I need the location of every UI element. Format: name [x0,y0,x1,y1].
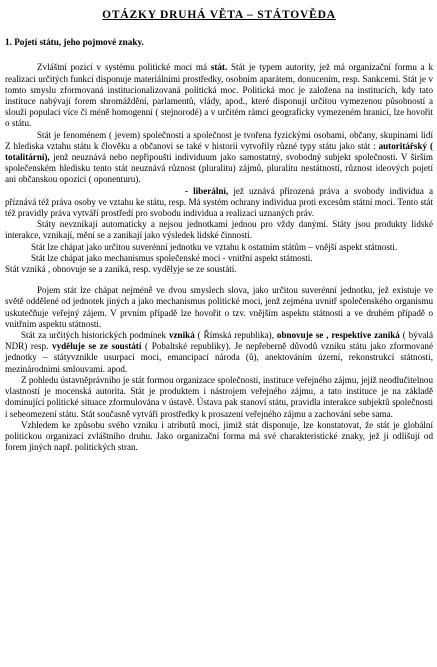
p3-bold-1: - liberální, [185,185,229,196]
p1-text-2: Stát je typem autority, jež má organizační formu a k realizaci určitých funkcí disponuje materiálními prostředky, osobním aparátem, donucením, resp. Sankcemi. Stát je v tomto smyslu zformovaná institucionalizovaná politická moc. Politická moc je založena na institucích, kdy tato instituce nabývají forem shromáždění, parlamentů, vlády, apod., které disponují určitou vymezenou působností a slouží populaci více či méně homogenní ( stejnorodé) a v určitém rámci geograficky vymezeném hranicí, lze hovořit o státu. [5,62,434,129]
p9-text-1: Stát za určitých historických podmínek [21,330,169,341]
p2-bold-1: autoritářský ( totalitární), [5,140,433,163]
section-heading: 1. Pojetí státu, jeho pojmové znaky. [5,37,144,48]
paragraph-9 [5,330,433,375]
paragraph-3 [5,186,433,220]
paragraph-2 [5,130,433,186]
paragraph-4: Státy nevznikají automaticky a nejsou jednotkami jednou pro vždy danými. Státy jsou produkty lidské interakce, vznikají, mění se a zanikají jako výsledek lidské činnosti. [5,219,433,241]
paragraph-10: Z pohledu ústavněprávního je stát formou organizace společnosti, instituce veřejného zájmu, jejíž neodlučitelnou vlastností je mocenská autorita. Stát je produktem i nástrojem veřejného zájmu, a tato instituce je na základě dominující politické situace zformulována v ústavě. Ústava pak stanoví státu, pravidla interakce subjektů společnosti i sebeomezení státu. Stát současně vytváří prostředky k prosazení veřejného zájmu a zachování sebe sama. [5,374,433,419]
spacer [5,275,433,285]
paragraph-7: Stát vzniká , obnovuje se a zaniká, resp. vydělуje se ze soustátí. [5,264,237,275]
p9-text-3: ( bývalá NDR) resp. [5,330,433,352]
page-title: OTÁZKY DRUHÁ VĚTA – STÁTOVĚDA [102,9,336,21]
paragraph-6: Stát lze chápat jako mechanismus společenské moci - vnitřní aspekt státnosti. [31,252,313,263]
p9-bold-2: obnovuje se , respektive zaniká [276,330,400,341]
p9-bold-3: vyděluje se ze soustátí [52,341,142,352]
paragraph-8: Pojem stát lze chápat nejméně ve dvou smyslech slova, jako určitou suverénní jednotku, jež existuje ve světě oddělené od jednotek jiných a jako mechanismus politické moci, jenž zejména uvnitř společenského organismu uskutečňuje veřejný zájem. V prvním případě lze hovořit o tzv. vnějším aspektu státnosti a ve druhém případě o vnitřním aspektu státnosti. [5,285,433,329]
p3-text-1: jež uznává přirozená práva a svobody individua a příznává též práva osoby ve vztahu ke státu, resp. Má systém ochrany individua proti excesům státní moci. Tento stát též pravidly práva vytváří prostředí pro svobodu individua a realizaci uznaných práv. [5,185,433,219]
p2-text-1: Stát je fenoménem ( jevem) společnosti a společnost je tvořena fyzickými osobami, občany, skupinami lidí Z hlediska vztahu státu k člověku a občanovi se také v historii vytvořily různé typy státu jako stát : [5,129,433,151]
paragraph-5: Stát lze chápat jako určitou suverénní jednotku ve vztahu k ostatním státům – vnější aspekt státnosti. [31,241,398,252]
p2-text-2: jenž neuznává nebo nepřipouští individuum jako samostatný, svobodný subjekt společnosti. V širším společenském hledisku tento stát neuznává různost (pluralitu) zájmů, pluralitu nestátností, různost ideových pojetí ani občanskou opozici ( oponenturu). [5,152,433,185]
p9-bold-1: vzniká [168,330,195,341]
paragraph-11: Vzhledem ke způsobu svého vzniku i atributů moci, jimiž stát disponuje, lze konstatovat, že stát je globální politickou organizací zvláštního druhu. Jako organizační forma má své charakteristické znaky, jež ji odlišují od forem jiných např. politických stran. [5,419,433,453]
p9-text-4: ( Pobaltské republiky). Je nepřeberně důvodů vzniku státu jako zformované jednotky – státyvznikle usurpací moci, emancipací národa (ů), anektováním území, rekonstrukcí státnosti, mezinárodními smlouvami. apod. [5,341,433,374]
p9-text-2: ( Římská republika), [194,330,277,341]
p1-text-1: Zvláštní pozici v systému politické moci má [37,62,211,73]
paragraph-1 [5,62,433,129]
p1-bold-1: stát. [210,62,228,73]
